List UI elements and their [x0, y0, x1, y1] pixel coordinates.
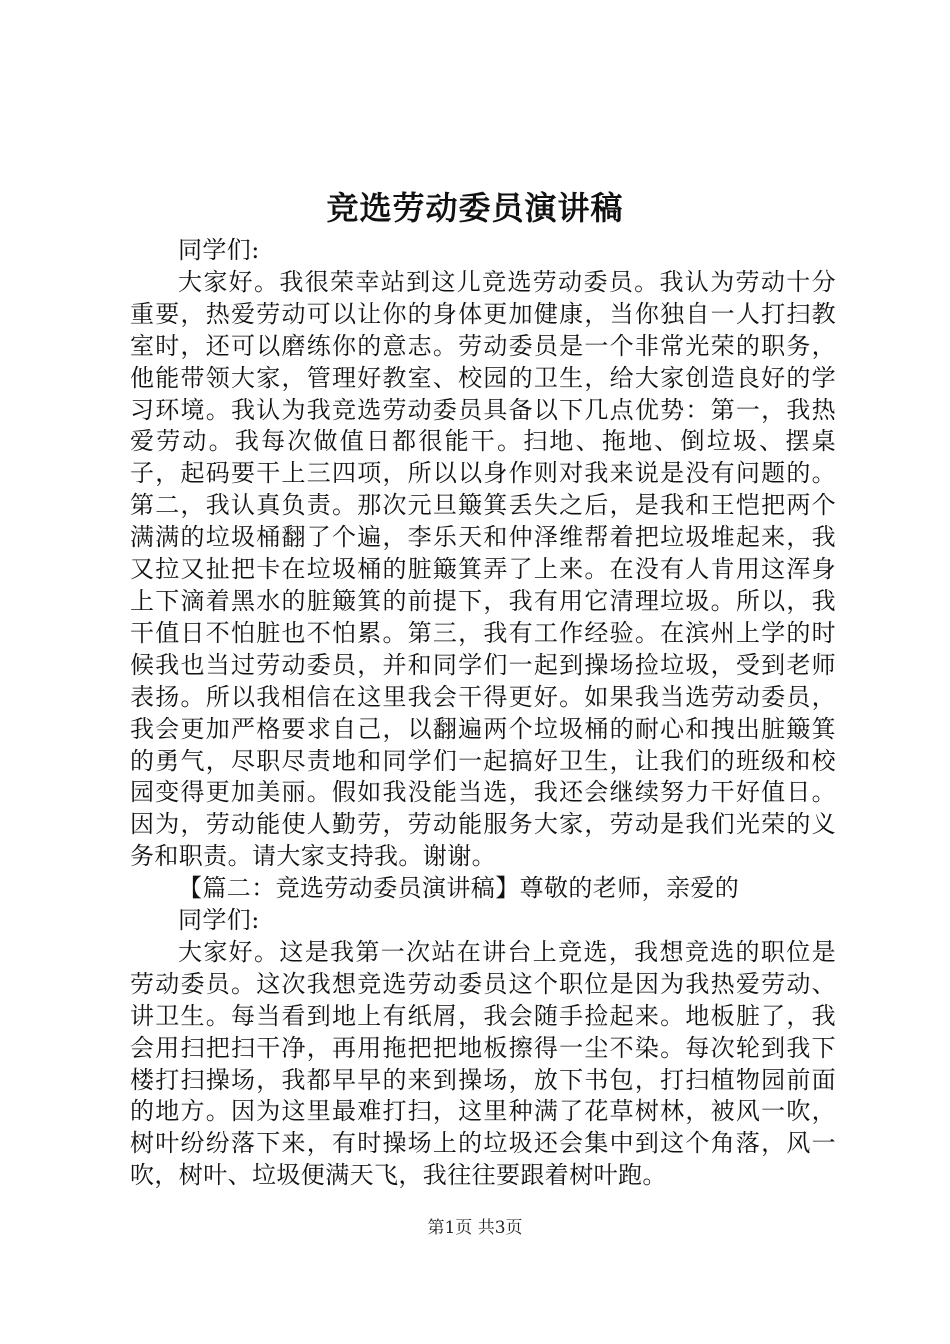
salutation-paragraph: 同学们:: [178, 236, 260, 264]
page-number-footer: 第1页 共3页: [427, 1218, 523, 1238]
salutation-two-paragraph: 同学们:: [178, 906, 260, 935]
section-two-heading-paragraph: 【篇二：竞选劳动委员演讲稿】尊敬的老师，亲爱的: [178, 874, 740, 903]
document-title: 竞选劳动委员演讲稿: [326, 189, 624, 227]
document-body: [130, 235, 836, 1192]
speech-two-paragraph: 大家好。这是我第一次站在讲台上竞选，我想竞选的职位是劳动委员。这次我想竞选劳动委员这个职位是因为我热爱劳动、讲卫生。每当看到地上有纸屑，我会随手捡起来。地板脏了，我会用扫把扫干净，再用拖把把地板擦得一尘不染。每次轮到我下楼打扫操场，我都早早的来到操场，放下书包，打扫植物园前面的地方。因为这里最难打扫，这里种满了花草树林，被风一吹，树叶纷纷落下来，有时操场上的垃圾还会集中到这个角落，风一吹，树叶、垃圾便满天飞，我往往要跟着树叶跑。: [130, 937, 836, 1190]
speech-one-paragraph: 大家好。我很荣幸站到这儿竞选劳动委员。我认为劳动十分重要，热爱劳动可以让你的身体更加健康，当你独自一人打扫教室时，还可以磨练你的意志。劳动委员是一个非常光荣的职务，他能带领大家，管理好教室、校园的卫生，给大家创造良好的学习环境。我认为我竞选劳动委员具备以下几点优势：第一，我热爱劳动。我每次做值日都很能干。扫地、拖地、倒垃圾、摆桌子，起码要干上三四项，所以以身作则对我来说是没有问题的。第二，我认真负责。那次元旦簸箕丢失之后，是我和王恺把两个满满的垃圾桶翻了个遍，李乐天和仲泽维帮着把垃圾堆起来，我又拉又扯把卡在垃圾桶的脏簸箕弄了上来。在没有人肯用这浑身上下滴着黑水的脏簸箕的前提下，我有用它清理垃圾。所以，我干值日不怕脏也不怕累。第三，我有工作经验。在滨州上学的时候我也当过劳动委员，并和同学们一起到操场捡垃圾，受到老师表扬。所以我相信在这里我会干得更好。如果我当选劳动委员，我会更加严格要求自己，以翻遍两个垃圾桶的耐心和拽出脏簸箕的勇气，尽职尽责地和同学们一起搞好卫生，让我们的班级和校园变得更加美丽。假如我没能当选，我还会继续努力干好值日。因为，劳动能使人勤劳，劳动能服务大家，劳动是我们光荣的义务和职责。请大家支持我。谢谢。: [130, 267, 836, 871]
